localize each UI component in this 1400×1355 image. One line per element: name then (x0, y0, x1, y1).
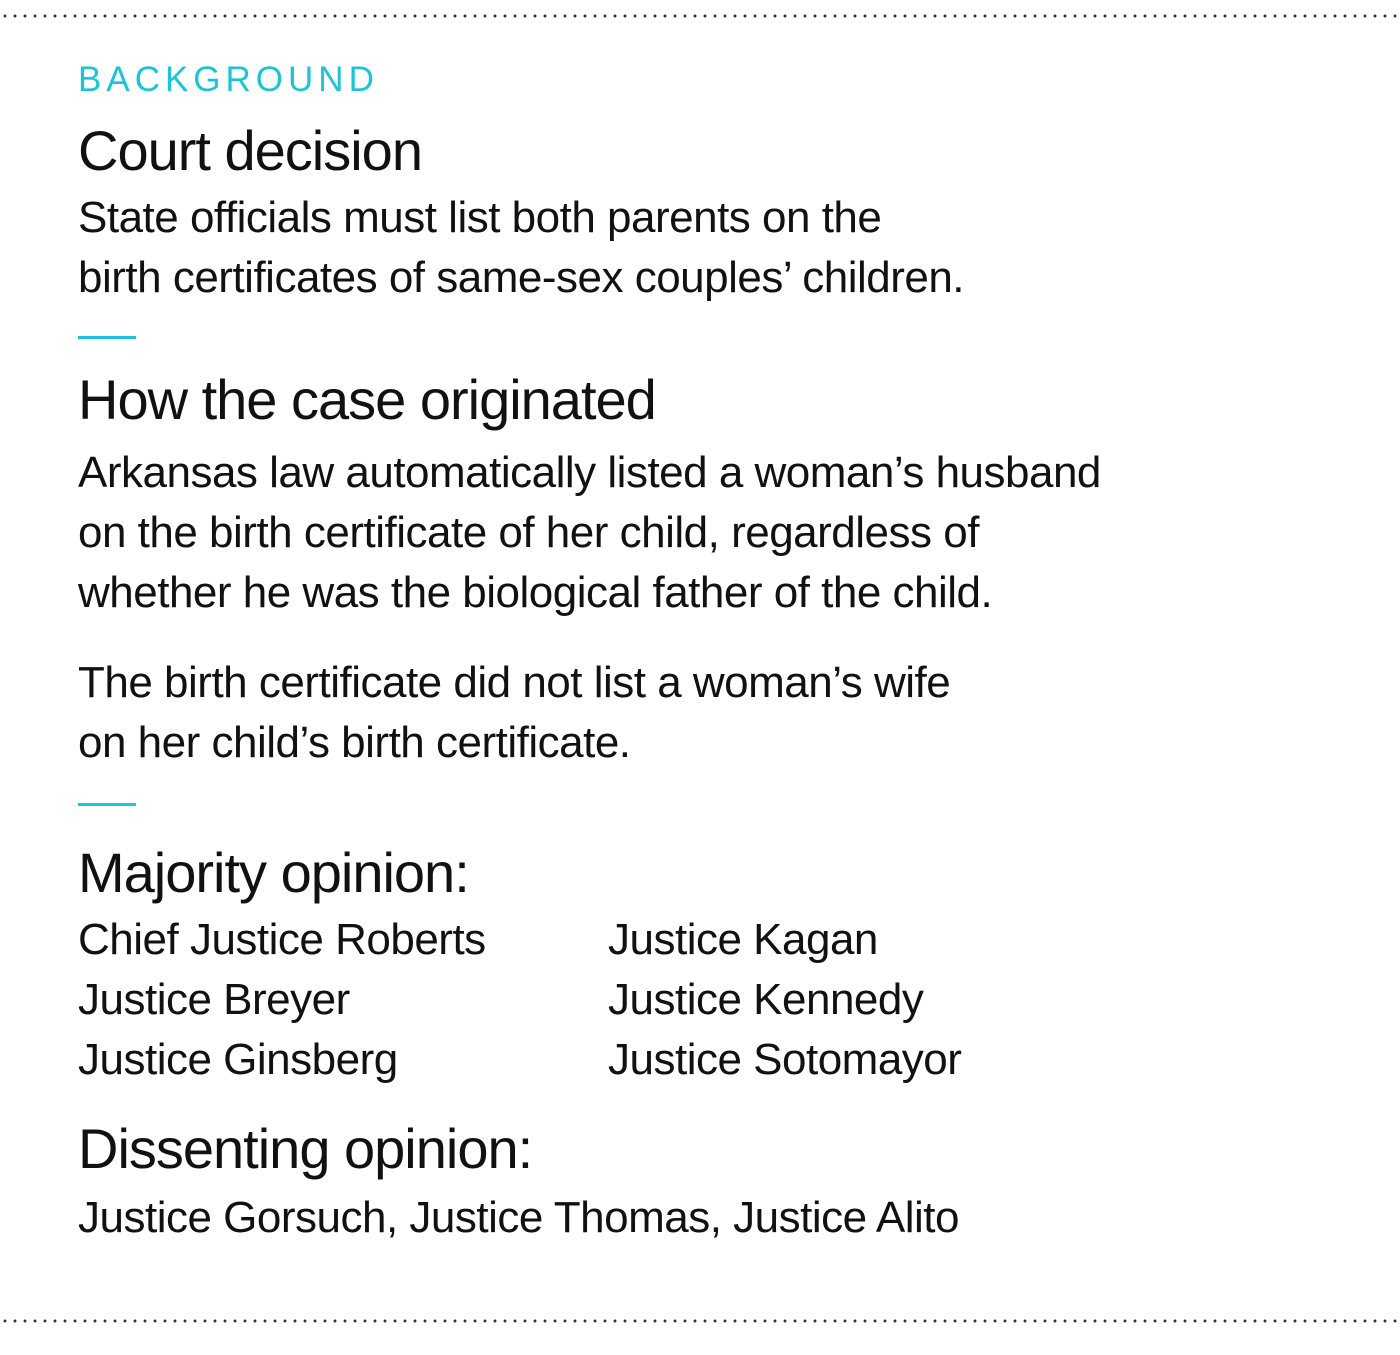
section-kicker: BACKGROUND (78, 60, 379, 99)
accent-rule (78, 336, 136, 339)
majority-justice: Justice Sotomayor (608, 1035, 962, 1084)
majority-heading: Majority opinion: (78, 841, 469, 904)
origin-paragraph-1-line-1: Arkansas law automatically listed a woman’s husband (78, 448, 1101, 497)
majority-justice: Chief Justice Roberts (78, 915, 486, 964)
court-decision-heading: Court decision (78, 119, 422, 182)
majority-justice: Justice Kennedy (608, 975, 924, 1024)
top-dotted-divider (0, 14, 1400, 18)
majority-justice: Justice Kagan (608, 915, 878, 964)
majority-justices-list (78, 910, 1338, 1090)
origin-paragraph-1-line-2: on the birth certificate of her child, regardless of (78, 508, 979, 557)
majority-justice: Justice Breyer (78, 975, 350, 1024)
origin-paragraph-1-line-3: whether he was the biological father of the child. (78, 568, 993, 617)
dissent-justices: Justice Gorsuch, Justice Thomas, Justice Alito (78, 1193, 959, 1242)
accent-rule (78, 803, 136, 806)
origin-heading: How the case originated (78, 368, 656, 431)
background-panel (78, 58, 1338, 1248)
court-decision-line-2: birth certificates of same-sex couples’ children. (78, 253, 965, 302)
origin-paragraph-2-line-2: on her child’s birth certificate. (78, 718, 631, 767)
court-decision-line-1: State officials must list both parents on the (78, 193, 882, 242)
dissent-heading: Dissenting opinion: (78, 1117, 533, 1180)
bottom-dotted-divider (0, 1319, 1400, 1323)
origin-paragraph-2-line-1: The birth certificate did not list a woman’s wife (78, 658, 951, 707)
majority-justice: Justice Ginsberg (78, 1035, 398, 1084)
